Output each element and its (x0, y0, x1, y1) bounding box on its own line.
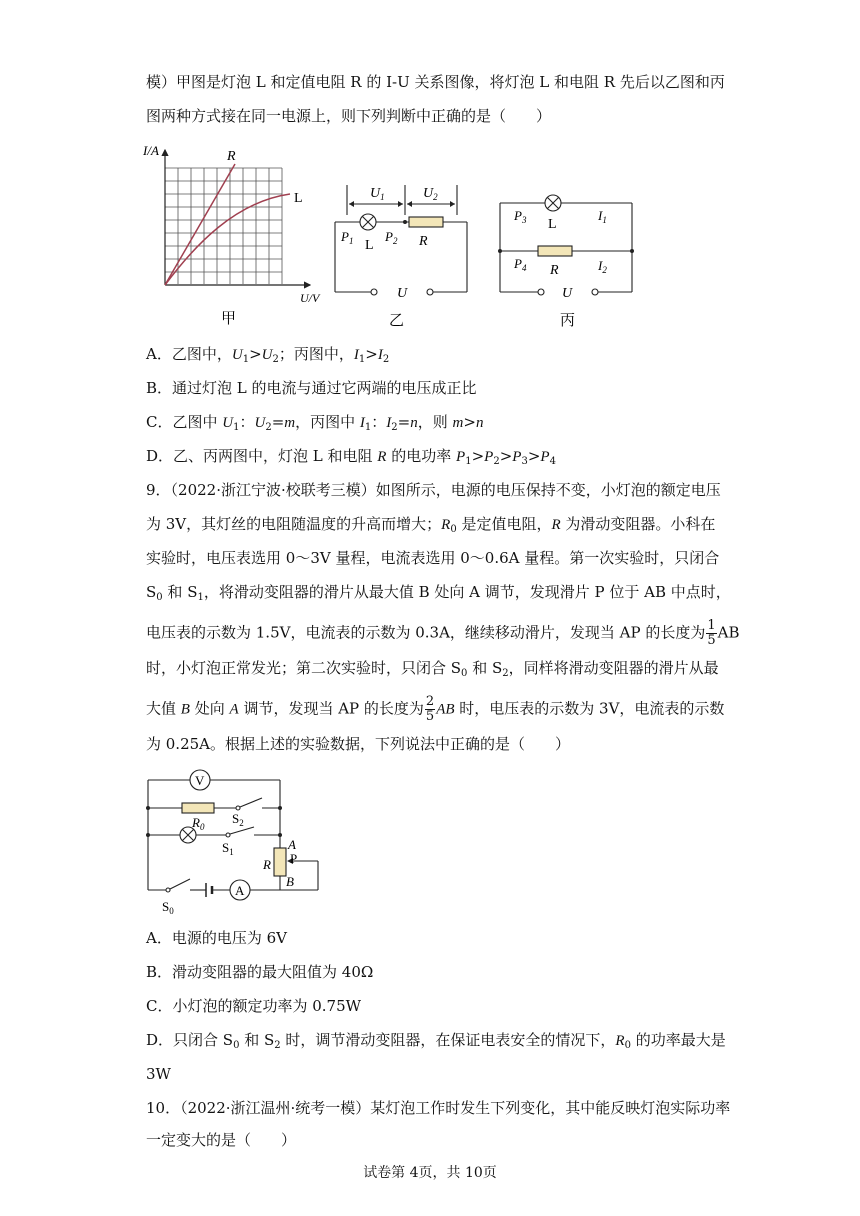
series-circuit-figure (325, 175, 485, 335)
iu-graph-figure (140, 140, 330, 330)
curve-r-label: R (227, 149, 236, 164)
resistor-icon (409, 217, 443, 227)
q8-option-a[interactable]: A．乙图中，$U_1>U_2$；丙图中，$I_1>I_2$ (146, 345, 390, 365)
q9-stem-line7: 大值 B 处向 A 调节，发现当 AP 的长度为 $\frac{2}{5}$ AB 时，电压表的示数为 3V，电流表的示数 (146, 694, 725, 724)
q9-stem-line6: 时，小灯泡正常发光；第二次实验时，只闭合 $S_0$ 和 $S_2$，同样将滑动变阻器的滑片从最 (146, 659, 719, 679)
q9-option-b[interactable]: B．滑动变阻器的最大阻值为 40Ω (146, 963, 374, 981)
curve-l (165, 194, 290, 285)
parallel-circuit-figure (490, 188, 650, 336)
curve-l-label: L (294, 191, 303, 206)
q9-stem-line4: $S_0$ 和 $S_1$，将滑动变阻器的滑片从最大值 B 处向 A 调节，发现滑片 P 位于 AB 中点时， (146, 583, 731, 603)
rheostat-r-label: R (263, 857, 271, 872)
caption-yi: 乙 (389, 313, 405, 329)
q8-option-c[interactable]: C．乙图中 $U_1$：$U_2=m$，丙图中 $I_1$：$I_2=n$，则 m>n (146, 413, 484, 433)
fraction-two-fifths: $\frac{2}{5}$ (425, 694, 435, 724)
u2-label: $U_2$ (423, 186, 438, 202)
graph-y-label: I/A (143, 143, 159, 158)
caption-jia: 甲 (221, 311, 237, 327)
q9-stem-line3: 实验时，电压表选用 0～3V 量程，电流表选用 0～0.6A 量程。第一次实验时，只闭合 (146, 549, 720, 567)
p1-label: $P_1$ (341, 229, 354, 246)
rheostat-end-a: A (288, 837, 296, 852)
voltmeter-label: V (195, 773, 205, 788)
caption-bing: 丙 (560, 313, 576, 329)
s1-label: $S_1$ (222, 840, 234, 857)
rheostat-end-b: B (286, 874, 294, 889)
q8-option-b[interactable]: B．通过灯泡 L 的电流与通过它两端的电压成正比 (146, 379, 477, 397)
q9-stem-line1: 9．（2022·浙江宁波·校联考三模）如图所示，电源的电压保持不变，小灯泡的额定电压 (146, 481, 721, 499)
yi-u-label: U (397, 286, 408, 301)
page-footer: 试卷第 4页，共 10页 (363, 1165, 497, 1181)
q10-stem-line2: 一定变大的是（ ） (146, 1131, 297, 1149)
i1-label: $I_1$ (598, 208, 607, 225)
slider-p-label: P (290, 851, 298, 866)
rheostat-icon (274, 848, 286, 876)
bing-r-label: R (550, 263, 559, 278)
q9-stem-line8: 为 0.25A。根据上述的实验数据，下列说法中正确的是（ ） (146, 735, 571, 753)
i2-label: $I_2$ (598, 258, 607, 275)
graph-x-label: U/V (300, 291, 320, 305)
p2-label: $P_2$ (385, 229, 398, 246)
s2-label: $S_2$ (232, 811, 244, 828)
p3-label: $P_3$ (514, 208, 527, 225)
q9-option-d-cont: 3W (146, 1065, 171, 1083)
resistor-icon (538, 246, 572, 256)
q9-stem-line5: 电压表的示数为 1.5V，电流表的示数为 0.3A，继续移动滑片，发现当 AP 的长度为 $\frac{1}{5}$ AB (146, 618, 740, 648)
yi-lamp-label: L (365, 238, 374, 253)
q9-option-c[interactable]: C．小灯泡的额定功率为 0.75W (146, 997, 362, 1015)
yi-r-label: R (419, 234, 428, 249)
ammeter-label: A (235, 883, 245, 898)
q8-stem-line1: 模）甲图是灯泡 L 和定值电阻 R 的 I-U 关系图像，将灯泡 L 和电阻 R 先后以乙图和丙 (146, 73, 725, 91)
q9-stem-line2: 为 3V，其灯丝的电阻随温度的升高而增大；$R_0$ 是定值电阻，R 为滑动变阻器。小科在 (146, 515, 716, 535)
q8-option-d[interactable]: D．乙、丙两图中，灯泡 L 和电阻 R 的电功率 $P_1>P_2>P_3>P_4$ (146, 447, 556, 467)
q9-option-a[interactable]: A．电源的电压为 6V (146, 929, 287, 947)
q10-stem-line1: 10．（2022·浙江温州·统考一模）某灯泡工作时发生下列变化，其中能反映灯泡实际功率 (146, 1099, 731, 1117)
p4-label: $P_4$ (514, 256, 527, 273)
q9-option-d[interactable]: D．只闭合 $S_0$ 和 $S_2$ 时，调节滑动变阻器，在保证电表安全的情况下，$R_0$ 的功率最大是 (146, 1031, 726, 1051)
r0-resistor-icon (182, 803, 214, 813)
s0-label: $S_0$ (162, 899, 174, 916)
u1-label: $U_1$ (370, 186, 385, 202)
q9-circuit-figure (140, 765, 330, 920)
q8-stem-line2: 图两种方式接在同一电源上，则下列判断中正确的是（ ） (146, 107, 552, 125)
bing-lamp-label: L (548, 217, 557, 232)
fraction-one-fifth: $\frac{1}{5}$ (707, 618, 716, 648)
bing-u-label: U (562, 286, 573, 301)
r0-label: $R_0$ (192, 815, 205, 832)
curve-r (165, 164, 235, 285)
